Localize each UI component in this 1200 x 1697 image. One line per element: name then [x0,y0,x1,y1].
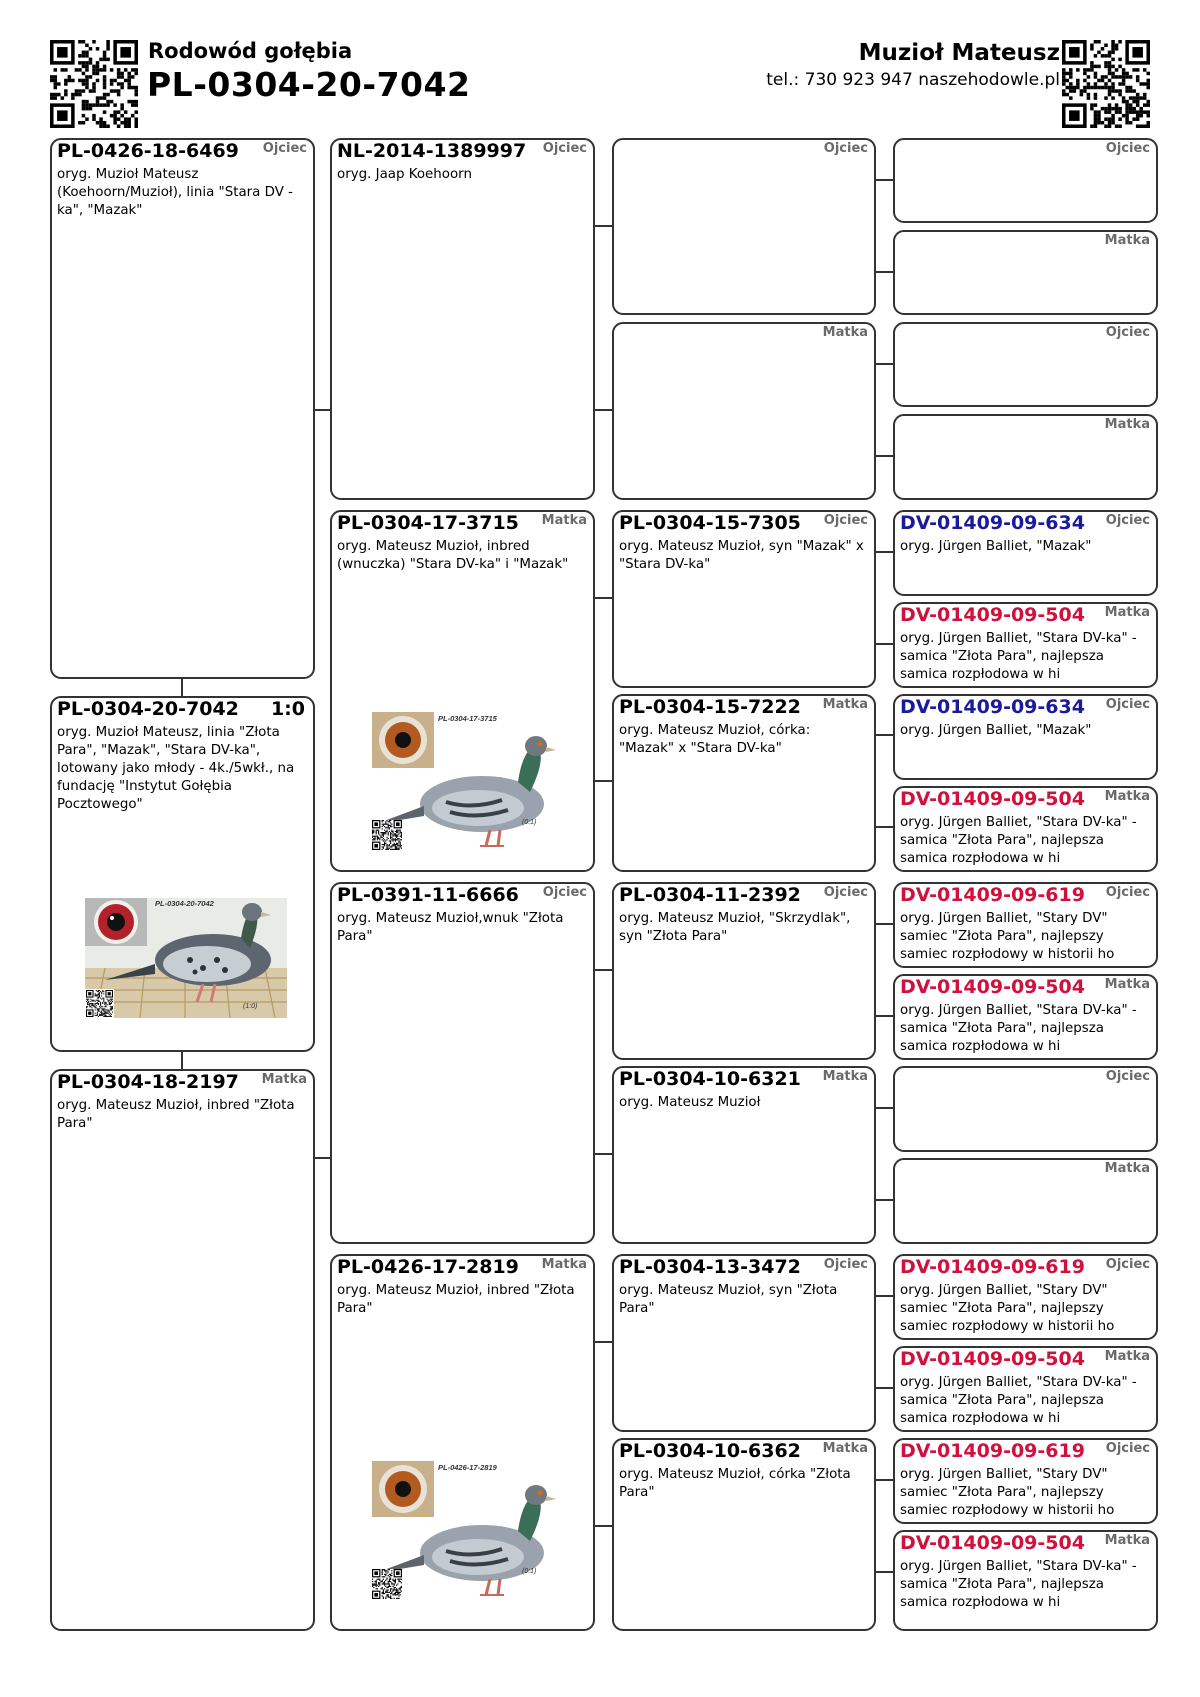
card-description: oryg. Jürgen Balliet, "Stara DV-ka" - samica "Złota Para", najlepsza samica rozpłodowa w hi [900,1375,1137,1426]
ring-number: PL-0304-18-2197 [57,1071,239,1093]
pedigree-card-ggg12[interactable] [893,1158,1158,1244]
pedigree-card-ggg13[interactable] [893,1254,1158,1340]
pedigree-card-ggg7[interactable] [893,694,1158,780]
ring-number: DV-01409-09-619 [900,1440,1085,1462]
pedigree-card-g2[interactable] [330,510,595,872]
sex-label: Ojciec [1105,1257,1150,1272]
connector [876,1387,893,1389]
ring-number: DV-01409-09-619 [900,1256,1085,1278]
connector [876,734,893,736]
connector [876,1015,893,1017]
photo-caption: PL-0304-20-7042 [155,899,214,908]
sex-label: Matka [1104,1533,1150,1548]
sex-label: Matka [822,325,868,340]
pedigree-card-ggg2[interactable] [893,230,1158,315]
ring-number: PL-0304-10-6321 [619,1068,801,1090]
card-description: oryg. Jürgen Balliet, "Stara DV-ka" - samica "Złota Para", najlepsza samica rozpłodowa w hi [900,631,1137,682]
ring-number: PL-0304-11-2392 [619,884,801,906]
ring-number: PL-0304-15-7222 [619,696,801,718]
card-description: oryg. Mateusz Muzioł, inbred (wnuczka) "Stara DV-ka" i "Mazak" [337,539,569,572]
ring-number: PL-0304-15-7305 [619,512,801,534]
card-description: oryg. Mateusz Muzioł, inbred "Złota Para" [337,1283,575,1316]
card-description: oryg. Mateusz Muzioł, córka: "Mazak" x "Stara DV-ka" [619,723,811,756]
connector [876,1107,893,1109]
ring-number: NL-2014-1389997 [337,140,527,162]
ring-number: DV-01409-09-634 [900,696,1085,718]
connector [181,1052,183,1069]
sex-label: Ojciec [1105,697,1150,712]
sex-label: Matka [822,1069,868,1084]
pigeon-photo [85,898,287,1018]
ring-number: DV-01409-09-634 [900,512,1085,534]
score-label: 1:0 [270,698,305,720]
ring-number: DV-01409-09-504 [900,1348,1085,1370]
sex-label: Ojciec [1105,141,1150,156]
connector [876,1295,893,1297]
connector [876,1199,893,1201]
connector [181,679,183,696]
sex-label: Ojciec [262,141,307,156]
connector [313,1157,330,1159]
connector [876,1479,893,1481]
pedigree-card-ggg15[interactable] [893,1438,1158,1524]
photo-caption: PL-0426-17-2819 [438,1463,497,1472]
ring-number: PL-0304-20-7042 [57,698,239,720]
document-label: Rodowód gołębia [148,39,353,63]
connector [876,363,893,365]
card-description: oryg. Jaap Koehoorn [337,167,472,182]
sex-label: Matka [822,697,868,712]
pigeon-photo [372,712,557,852]
photo-score: (0:1) [522,819,537,826]
sex-label: Matka [261,1072,307,1087]
pedigree-card-ggg5[interactable] [893,510,1158,596]
sex-label: Matka [1104,789,1150,804]
sex-label: Ojciec [823,513,868,528]
pedigree-card-ggg11[interactable] [893,1066,1158,1152]
pedigree-card-g3[interactable] [330,882,595,1244]
ring-number: PL-0426-17-2819 [337,1256,519,1278]
sex-label: Ojciec [1105,885,1150,900]
pedigree-card-gg2[interactable] [612,322,876,500]
sex-label: Matka [1104,605,1150,620]
connector [595,1341,612,1343]
ring-number: DV-01409-09-504 [900,788,1085,810]
card-description: oryg. Mateusz Muzioł, inbred "Złota Para" [57,1098,295,1131]
ring-number: PL-0304-17-3715 [337,512,519,534]
pedigree-card-father[interactable] [50,138,315,679]
connector [876,826,893,828]
sex-label: Matka [1104,233,1150,248]
sex-label: Matka [1104,977,1150,992]
card-description: oryg. Mateusz Muzioł [619,1095,761,1110]
card-description: oryg. Jürgen Balliet, "Stara DV-ka" - samica "Złota Para", najlepsza samica rozpłodowa w hi [900,815,1137,866]
sex-label: Ojciec [1105,1441,1150,1456]
connector [876,271,893,273]
card-description: oryg. Mateusz Muzioł, syn "Mazak" x "Stara DV-ka" [619,539,864,572]
connector [595,1525,612,1527]
connector [595,1153,612,1155]
connector [595,225,612,227]
card-description: oryg. Jürgen Balliet, "Mazak" [900,723,1092,738]
connector [876,551,893,553]
ring-number: DV-01409-09-504 [900,976,1085,998]
card-description: oryg. Muzioł Mateusz (Koehoorn/Muzioł), linia "Stara DV - ka", "Mazak" [57,167,293,218]
ring-number: DV-01409-09-504 [900,1532,1085,1554]
connector [595,969,612,971]
pedigree-card-ggg16[interactable] [893,1530,1158,1631]
sex-label: Ojciec [542,885,587,900]
pedigree-card-subject[interactable] [50,696,315,1052]
qr-code-right [1062,40,1150,128]
ring-number: DV-01409-09-504 [900,604,1085,626]
sex-label: Ojciec [1105,513,1150,528]
pedigree-card-ggg9[interactable] [893,882,1158,968]
sex-label: Matka [541,1257,587,1272]
connector [595,780,612,782]
sex-label: Matka [822,1441,868,1456]
card-description: oryg. Jürgen Balliet, "Mazak" [900,539,1092,554]
pedigree-card-mother[interactable] [50,1069,315,1631]
card-description: oryg. Mateusz Muzioł,wnuk "Złota Para" [337,911,564,944]
card-description: oryg. Mateusz Muzioł, syn "Złota Para" [619,1283,838,1316]
card-description: oryg. Jürgen Balliet, "Stara DV-ka" - samica "Złota Para", najlepsza samica rozpłodowa w hi [900,1559,1137,1610]
pedigree-card-ggg14[interactable] [893,1346,1158,1432]
card-description: oryg. Jürgen Balliet, "Stary DV" samiec "Złota Para", najlepszy samiec rozpłodowy w historii ho [900,1467,1115,1518]
sex-label: Ojciec [823,1257,868,1272]
card-description: oryg. Jürgen Balliet, "Stary DV" samiec "Złota Para", najlepszy samiec rozpłodowy w historii ho [900,911,1115,962]
sex-label: Ojciec [823,141,868,156]
connector [595,409,612,411]
pedigree-card-gg8[interactable] [612,1438,876,1631]
connector [313,409,330,411]
page-title: PL-0304-20-7042 [147,65,471,104]
sex-label: Matka [1104,1349,1150,1364]
ring-number: PL-0304-13-3472 [619,1256,801,1278]
pedigree-card-gg5[interactable] [612,882,876,1060]
ring-number: PL-0304-10-6362 [619,1440,801,1462]
pigeon-photo [372,1461,557,1601]
ring-number: PL-0426-18-6469 [57,140,239,162]
connector [595,597,612,599]
card-description: oryg. Jürgen Balliet, "Stary DV" samiec "Złota Para", najlepszy samiec rozpłodowy w historii ho [900,1283,1115,1334]
pedigree-card-gg1[interactable] [612,138,876,315]
card-description: oryg. Muzioł Mateusz, linia "Złota Para", "Mazak", "Stara DV-ka", lotowany jako młody - 4k./5wkł., na fundację "Instytut Gołębia Pocztowego" [57,725,295,812]
pedigree-card-ggg4[interactable] [893,414,1158,500]
pedigree-card-g1[interactable] [330,138,595,500]
photo-score: (0:1) [522,1568,537,1575]
qr-code-left [50,40,138,128]
pedigree-card-gg4[interactable] [612,694,876,872]
connector [876,179,893,181]
card-description: oryg. Jürgen Balliet, "Stara DV-ka" - samica "Złota Para", najlepsza samica rozpłodowa w hi [900,1003,1137,1054]
sex-label: Matka [1104,417,1150,432]
connector [876,923,893,925]
photo-score: (1:0) [243,1003,258,1010]
pedigree-card-g4[interactable] [330,1254,595,1631]
photo-caption: PL-0304-17-3715 [438,714,497,723]
connector [876,643,893,645]
sex-label: Matka [1104,1161,1150,1176]
pedigree-card-ggg6[interactable] [893,602,1158,688]
pedigree-card-ggg10[interactable] [893,974,1158,1060]
sex-label: Ojciec [1105,1069,1150,1084]
ring-number: DV-01409-09-619 [900,884,1085,906]
owner-contact: tel.: 730 923 947 naszehodowle.pl [766,70,1060,90]
sex-label: Ojciec [1105,325,1150,340]
pedigree-card-gg7[interactable] [612,1254,876,1432]
sex-label: Ojciec [542,141,587,156]
connector [876,1571,893,1573]
sex-label: Matka [541,513,587,528]
card-description: oryg. Mateusz Muzioł, "Skrzydlak", syn "Złota Para" [619,911,851,944]
connector [876,455,893,457]
card-description: oryg. Mateusz Muzioł, córka "Złota Para" [619,1467,851,1500]
pedigree-card-gg3[interactable] [612,510,876,688]
pedigree-card-ggg8[interactable] [893,786,1158,872]
pedigree-card-ggg3[interactable] [893,322,1158,407]
pedigree-card-gg6[interactable] [612,1066,876,1244]
ring-number: PL-0391-11-6666 [337,884,519,906]
owner-name: Muzioł Mateusz [858,40,1060,66]
sex-label: Ojciec [823,885,868,900]
pedigree-card-ggg1[interactable] [893,138,1158,223]
